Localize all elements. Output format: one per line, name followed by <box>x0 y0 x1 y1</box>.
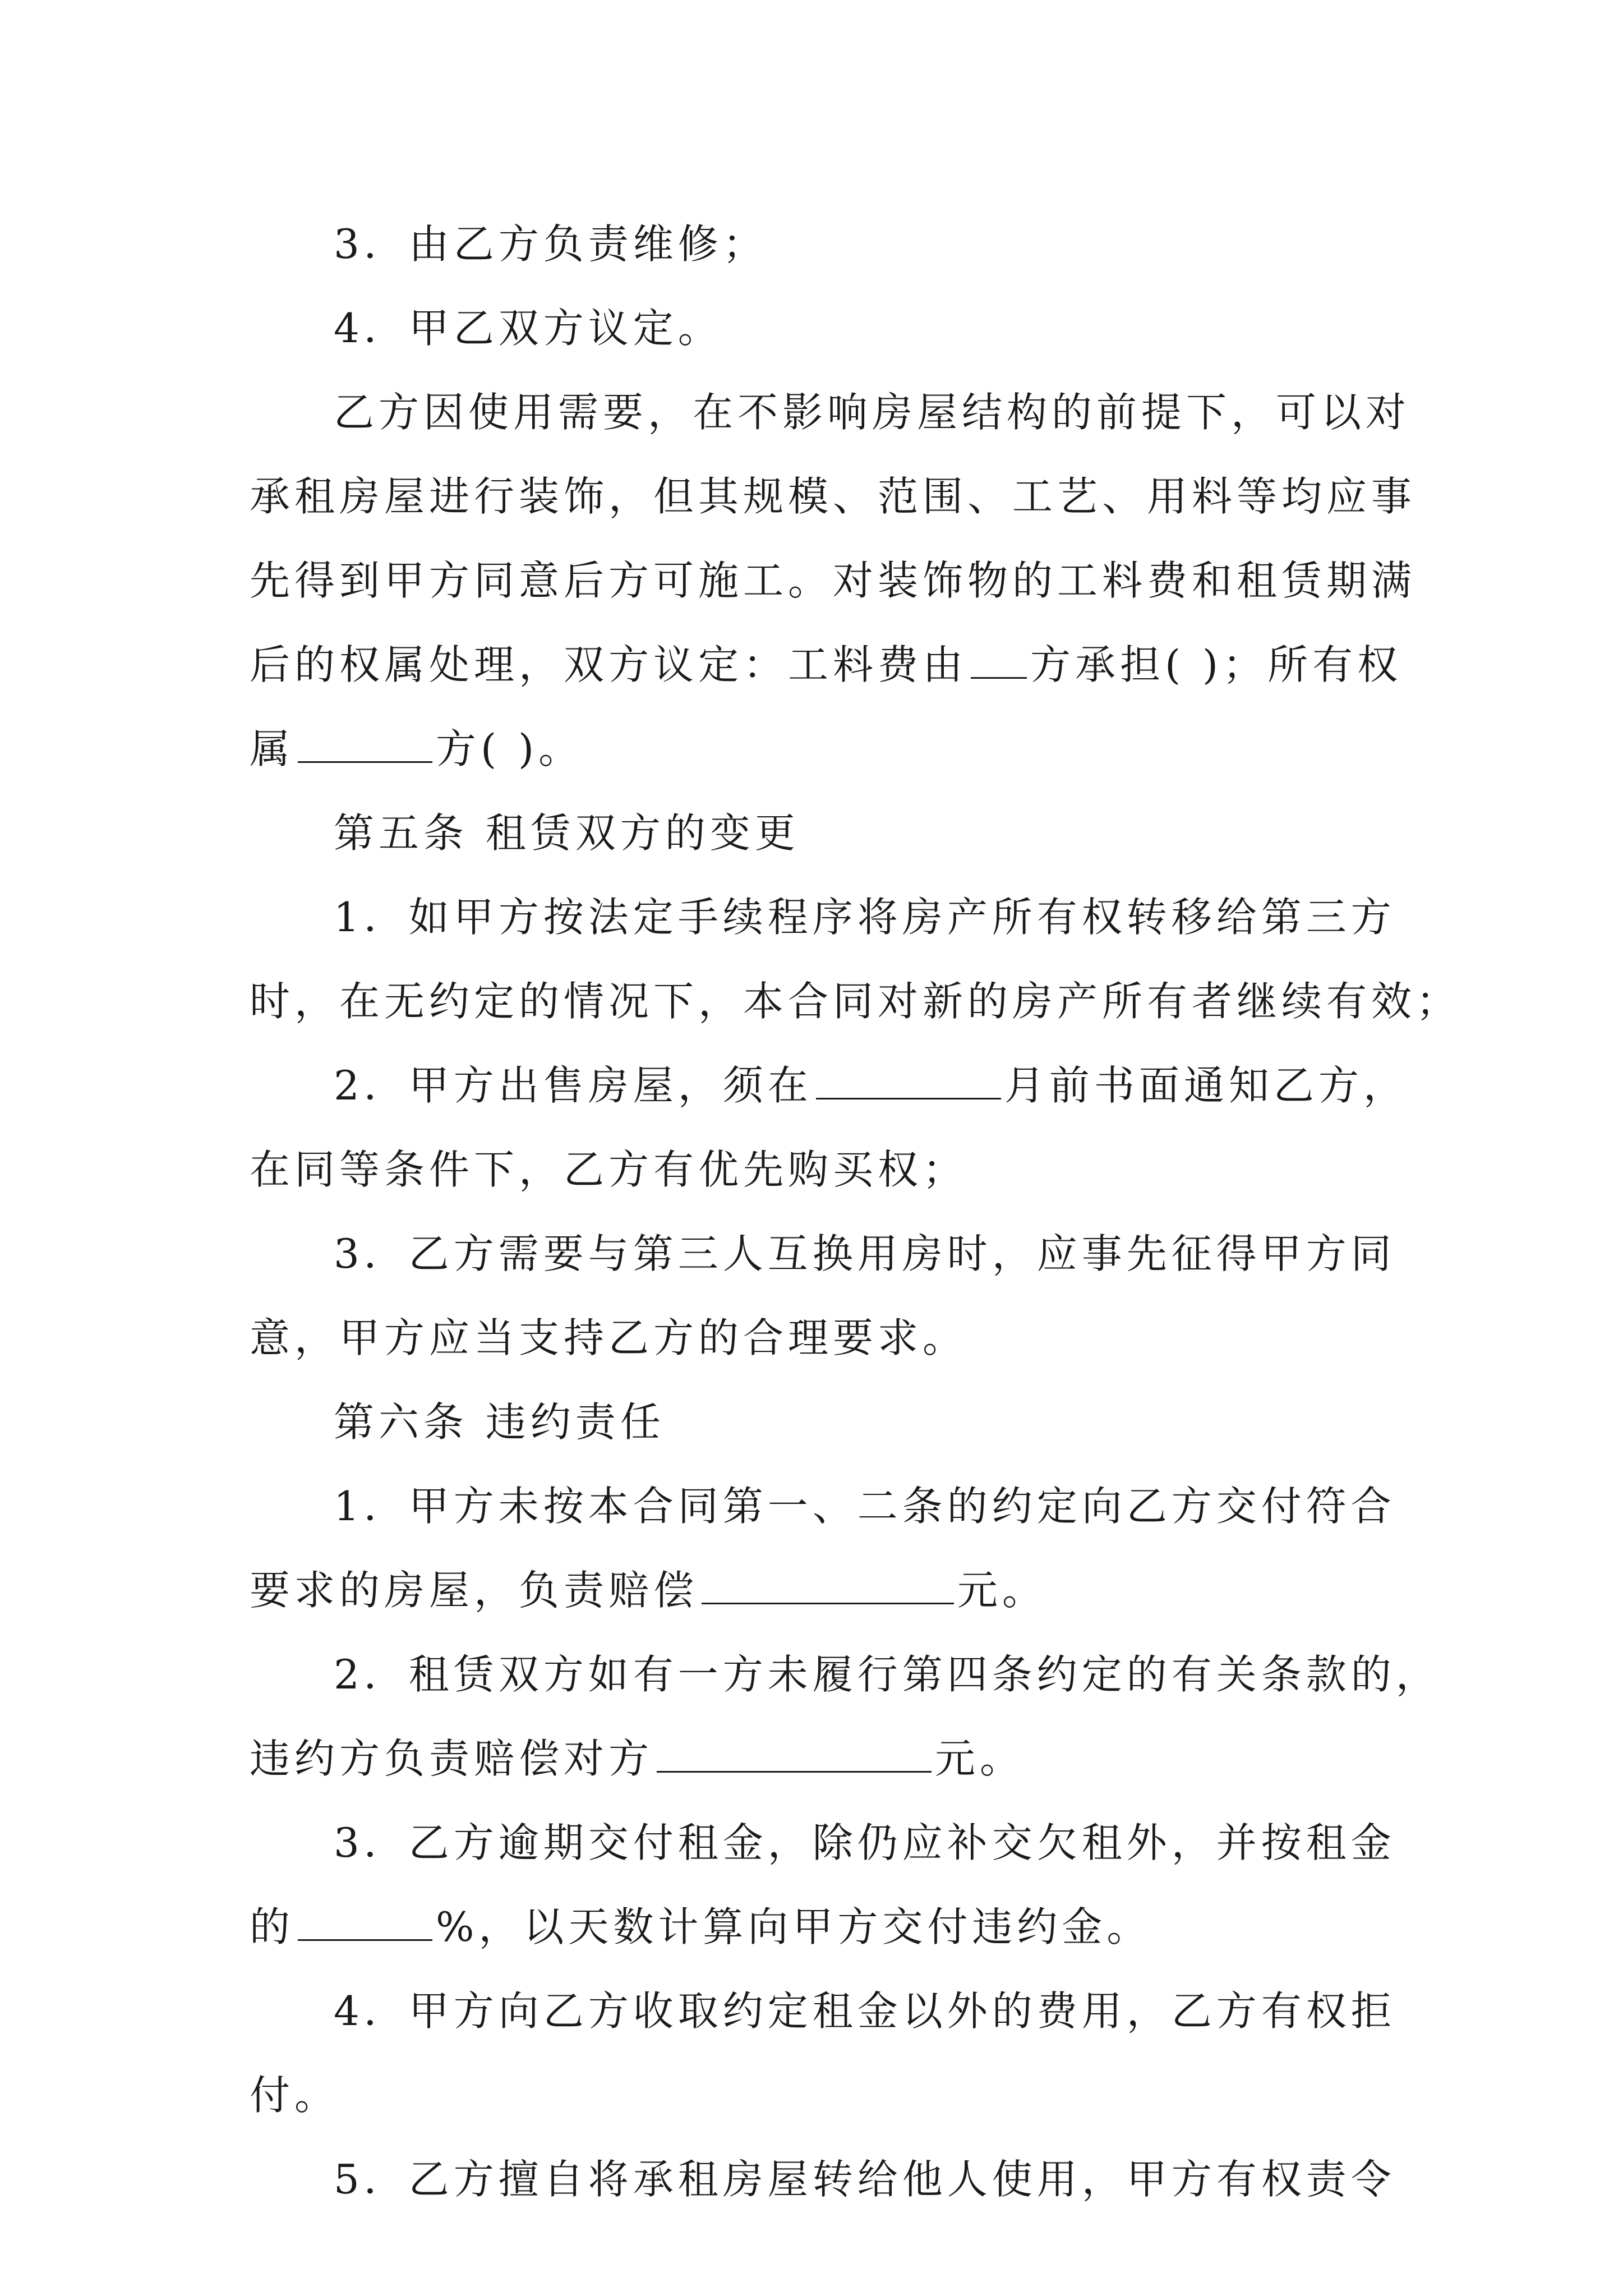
document-body <box>250 202 1461 2221</box>
paragraph-line: 1．甲方未按本合同第一、二条的约定向乙方交付符合 <box>334 1483 1396 1530</box>
article-heading: 第五条 租赁双方的变更 <box>334 809 800 857</box>
text-segment: 方( )。 <box>436 725 584 772</box>
text-segment: 月前书面通知乙方， <box>1004 1062 1408 1109</box>
text-segment: 方承担( )；所有权 <box>1030 641 1403 688</box>
text-segment: 后的权属处理，双方议定：工料费由 <box>250 641 968 688</box>
fill-in-blank <box>971 641 1027 679</box>
clause-text: 4．甲乙双方议定。 <box>334 305 723 352</box>
text-segment: %，以天数计算向甲方交付违约金。 <box>436 1903 1152 1950</box>
paragraph-line: 时，在无约定的情况下，本合同对新的房产所有者继续有效； <box>250 978 1461 1025</box>
text-segment: 违约方负责赔偿对方 <box>250 1735 654 1782</box>
paragraph-line: 1．如甲方按法定手续程序将房产所有权转移给第三方 <box>334 894 1396 941</box>
paragraph-line <box>250 1885 1385 1969</box>
fill-in-blank <box>702 1567 954 1604</box>
text-segment: 属 <box>250 725 295 772</box>
paragraph-line: 3．乙方需要与第三人互换用房时，应事先征得甲方同 <box>334 1230 1396 1277</box>
fill-in-blank <box>657 1735 932 1773</box>
paragraph-line: 承租房屋进行装饰，但其规模、范围、工艺、用料等均应事 <box>250 473 1417 520</box>
text-segment: 的 <box>250 1903 295 1950</box>
paragraph-line: 5．乙方擅自将承租房屋转给他人使用，甲方有权责令 <box>334 2156 1396 2203</box>
text-segment: 元。 <box>935 1735 1025 1782</box>
paragraph-line <box>250 623 1403 707</box>
paragraph-line <box>250 1717 1385 1801</box>
paragraph-line: 意，甲方应当支持乙方的合理要求。 <box>250 1314 968 1361</box>
text-segment: 元。 <box>957 1567 1048 1614</box>
paragraph-line: 4．甲方向乙方收取约定租金以外的费用，乙方有权拒 <box>334 1987 1396 2035</box>
paragraph-line: 乙方因使用需要，在不影响房屋结构的前提下，可以对 <box>334 389 1411 436</box>
article-heading: 第六条 违约责任 <box>334 1398 665 1446</box>
paragraph-line: 2．租赁双方如有一方未履行第四条约定的有关条款的， <box>334 1651 1441 1698</box>
clause-text: 3．由乙方负责维修； <box>334 220 768 268</box>
fill-in-blank <box>298 1903 432 1941</box>
paragraph-line: 在同等条件下，乙方有优先购买权； <box>250 1146 968 1193</box>
paragraph-line: 3．乙方逾期交付租金，除仍应补交欠租外，并按租金 <box>334 1819 1396 1866</box>
text-segment: 2．甲方出售房屋，须在 <box>334 1062 813 1109</box>
paragraph-line <box>250 1043 1408 1128</box>
paragraph-line: 先得到甲方同意后方可施工。对装饰物的工料费和租赁期满 <box>250 557 1417 604</box>
paragraph-line <box>250 1548 1385 1632</box>
paragraph-line <box>250 707 1385 791</box>
text-segment: 要求的房屋，负责赔偿 <box>250 1567 699 1614</box>
fill-in-blank <box>298 725 432 763</box>
paragraph-line: 付。 <box>250 2072 340 2119</box>
fill-in-blank <box>816 1062 1001 1099</box>
